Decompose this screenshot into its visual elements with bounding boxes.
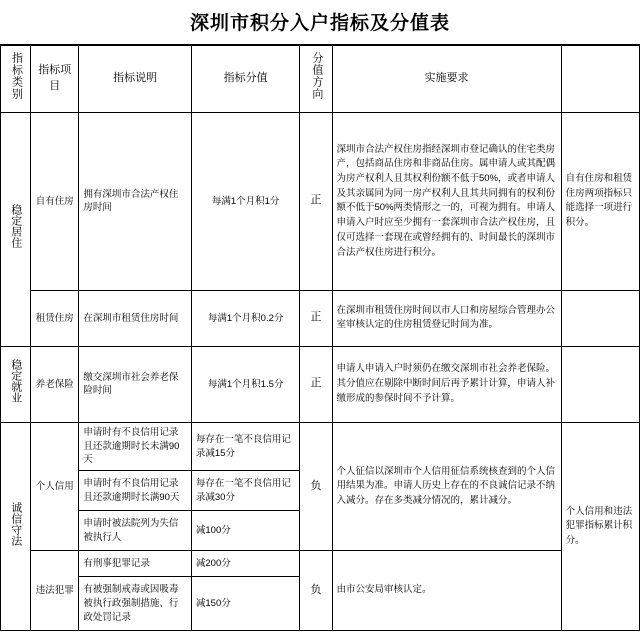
table-row (1, 112, 640, 290)
col-header-score: 指标分值 (191, 46, 300, 113)
row-category-label: 诚信守法 (9, 501, 22, 546)
row-desc: 拥有深圳市合法产权住房时间 (79, 112, 192, 290)
table-header-row (1, 46, 640, 113)
row-item: 自有住房 (31, 112, 79, 290)
col-header-desc: 指标说明 (79, 46, 192, 113)
row-item: 租赁住房 (31, 290, 79, 346)
col-header-implementation: 实施要求 (332, 46, 561, 113)
row-implementation: 深圳市合法产权住房指经深圳市登记确认的住宅类房产，包括商品住房和非商品住房。属申请人或其配偶为房产权利人且其权利份额不低于50%，或者申请人及其亲属同为同一房产权利人且其共同拥有的权利份额不低于50%两类情形之一的，可视为拥有。申请人申请入户时应至少拥有一套深圳市合法产权住房，且仅可选择一套现在或曾经拥有的、时间最长的深圳市合法产权住房进行积分。 (332, 112, 561, 290)
table-row (1, 422, 640, 470)
row-note (561, 290, 639, 346)
row-category (1, 346, 31, 422)
row-item: 个人信用 (31, 422, 79, 550)
row-category (1, 422, 31, 630)
row-score: 减150分 (191, 577, 300, 631)
row-note: 个人信用和违法犯罪指标累计积分。 (561, 422, 639, 630)
row-item (31, 551, 79, 631)
row-note (561, 346, 639, 422)
col-header-category (1, 46, 31, 113)
row-category-label: 稳定就业 (9, 359, 22, 404)
col-header-direction-label: 分值方向 (310, 52, 323, 100)
score-table (0, 45, 640, 631)
row-score: 减200分 (191, 551, 300, 577)
row-category-label: 稳定居住 (9, 204, 22, 249)
row-desc: 有被强制戒毒或因吸毒被执行政强制措施、行政处罚记录 (79, 577, 192, 631)
row-desc: 申请时被法院列为失信被执行人 (79, 511, 192, 551)
row-score: 每满1个月积0.2分 (191, 290, 300, 346)
row-implementation: 在深圳市租赁住房时间以市人口和房屋综合管理办公室审核认定的住房租赁登记时间为准。 (332, 290, 561, 346)
row-score: 每满1个月积1.5分 (191, 346, 300, 422)
row-implementation: 由市公安局审核认定。 (332, 551, 561, 631)
row-desc: 缴交深圳市社会养老保险时间 (79, 346, 192, 422)
row-note: 自有住房和租赁住房两项指标只能选择一项进行积分。 (561, 112, 639, 290)
row-implementation: 个人征信以深圳市个人信用征信系统核查到的个人信用结果为准。申请人历史上存在的不良诚信记录不纳入减分。存在多类减分情况的，累计减分。 (332, 422, 561, 550)
col-header-note (561, 46, 639, 113)
row-item: 养老保险 (31, 346, 79, 422)
row-direction: 负 (300, 551, 332, 631)
row-direction: 正 (300, 346, 332, 422)
row-desc: 有刑事犯罪记录 (79, 551, 192, 577)
row-implementation: 申请人申请入户时须仍在缴交深圳市社会养老保险。其分值应在剔除中断时间后再予累计计算，申请人补缴形成的参保时间不予计算。 (332, 346, 561, 422)
row-desc: 在深圳市租赁住房时间 (79, 290, 192, 346)
table-row (1, 290, 640, 346)
row-direction: 正 (300, 112, 332, 290)
row-score: 每存在一笔不良信用记录减30分 (191, 471, 300, 511)
row-score: 每存在一笔不良信用记录减15分 (191, 422, 300, 470)
col-header-direction (300, 46, 332, 113)
row-desc: 申请时有不良信用记录且还款逾期时长满90天 (79, 471, 192, 511)
col-header-category-label: 指标类别 (10, 52, 23, 100)
row-score: 每满1个月积1分 (191, 112, 300, 290)
col-header-item: 指标项目 (31, 46, 79, 113)
row-category (1, 112, 31, 346)
row-direction: 负 (300, 422, 332, 550)
table-row (1, 551, 640, 577)
page-title: 深圳市积分入户指标及分值表 (0, 0, 640, 45)
row-score: 减100分 (191, 511, 300, 551)
row-item-label: 违法犯罪 (35, 584, 74, 596)
table-row (1, 346, 640, 422)
row-desc: 申请时有不良信用记录且还款逾期时长未满90天 (79, 422, 192, 470)
row-direction: 正 (300, 290, 332, 346)
